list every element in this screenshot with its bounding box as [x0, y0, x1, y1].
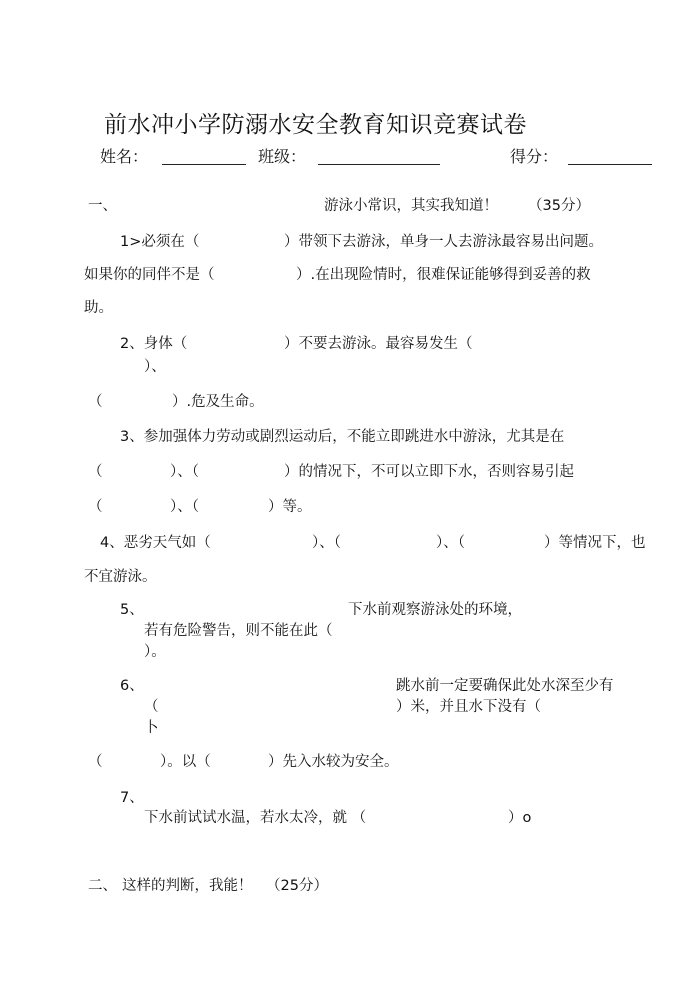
q1-line2-end: ）.在出现险情时，很难保证能够得到妥善的救 — [296, 267, 591, 283]
name-blank[interactable] — [162, 164, 246, 165]
q7-line1-start: 下水前试试水温，若水太冷，就 （ — [144, 810, 367, 826]
section2-number: 二、 — [88, 878, 117, 894]
score-blank[interactable] — [568, 164, 652, 165]
section2-heading: 这样的判断，我能！ — [122, 878, 253, 894]
q6-line4-c: ）先入水较为安全。 — [268, 754, 399, 770]
section1-points: （35分） — [528, 198, 590, 214]
q3-line2-a: （ — [88, 464, 103, 480]
q6-line3: 卜 — [144, 720, 159, 736]
q6-line4-b: ）。以（ — [160, 754, 211, 770]
q1-line1-end: ）带领下去游泳，单身一人去游泳最容易出问题。 — [284, 234, 603, 250]
q4-line2: 不宜游泳。 — [84, 569, 157, 585]
q1-line2-start: 如果你的同伴不是（ — [84, 267, 215, 283]
q3-line3-c: ）等。 — [268, 499, 312, 515]
q3-line3-a: （ — [88, 499, 103, 515]
q2-line3-end: ）.危及生命。 — [172, 394, 264, 410]
section1-number: 一、 — [88, 198, 117, 214]
score-label: 得分： — [510, 147, 559, 166]
page-title: 前水冲小学防溺水安全教育知识竞赛试卷 — [104, 112, 527, 138]
name-label: 姓名： — [100, 147, 149, 166]
q3-line2-b: ）、（ — [170, 464, 199, 480]
q2-line3-start: （ — [88, 394, 103, 410]
q4-line1-a: 4、恶劣天气如（ — [100, 535, 211, 551]
q6-number: 6、 — [120, 678, 144, 694]
q1-line1-start: 1>必须在（ — [120, 234, 200, 250]
q2-line1-start: 2、身体（ — [120, 336, 188, 352]
class-label: 班级： — [258, 147, 307, 166]
section1-heading: 游泳小常识，其实我知道！ — [324, 198, 498, 214]
q5-line2: 若有危险警告，则不能在此（ — [144, 623, 333, 639]
q7-number: 7、 — [120, 790, 144, 806]
q4-line1-d: ）等情况下，也 — [544, 535, 646, 551]
q2-line2: ）、 — [144, 359, 166, 375]
q6-line1: 跳水前一定要确保此处水深至少有 — [396, 678, 614, 694]
q6-line2-b: ）米，并且水下没有（ — [396, 699, 541, 715]
class-blank[interactable] — [318, 164, 440, 165]
q2-line1-end: ）不要去游泳。最容易发生（ — [284, 336, 473, 352]
q4-line1-c: ）、（ — [436, 535, 465, 551]
q6-line2-a: （ — [144, 699, 159, 715]
q5-line3: ）。 — [144, 644, 166, 660]
q3-line2-c: ）的情况下，不可以立即下水，否则容易引起 — [284, 464, 574, 480]
q1-line3: 助。 — [84, 300, 113, 316]
q4-line1-b: ）、（ — [312, 535, 341, 551]
section2-points: （25分） — [266, 878, 328, 894]
q5-line1: 下水前观察游泳处的环境， — [348, 602, 522, 618]
q3-line3-b: ）、（ — [170, 499, 199, 515]
q3-line1: 3、参加强体力劳动或剧烈运动后，不能立即跳进水中游泳，尤其是在 — [120, 429, 565, 445]
q5-number: 5、 — [120, 602, 144, 618]
q6-line4-a: （ — [88, 754, 103, 770]
q7-line1-end: ）o — [508, 810, 532, 826]
